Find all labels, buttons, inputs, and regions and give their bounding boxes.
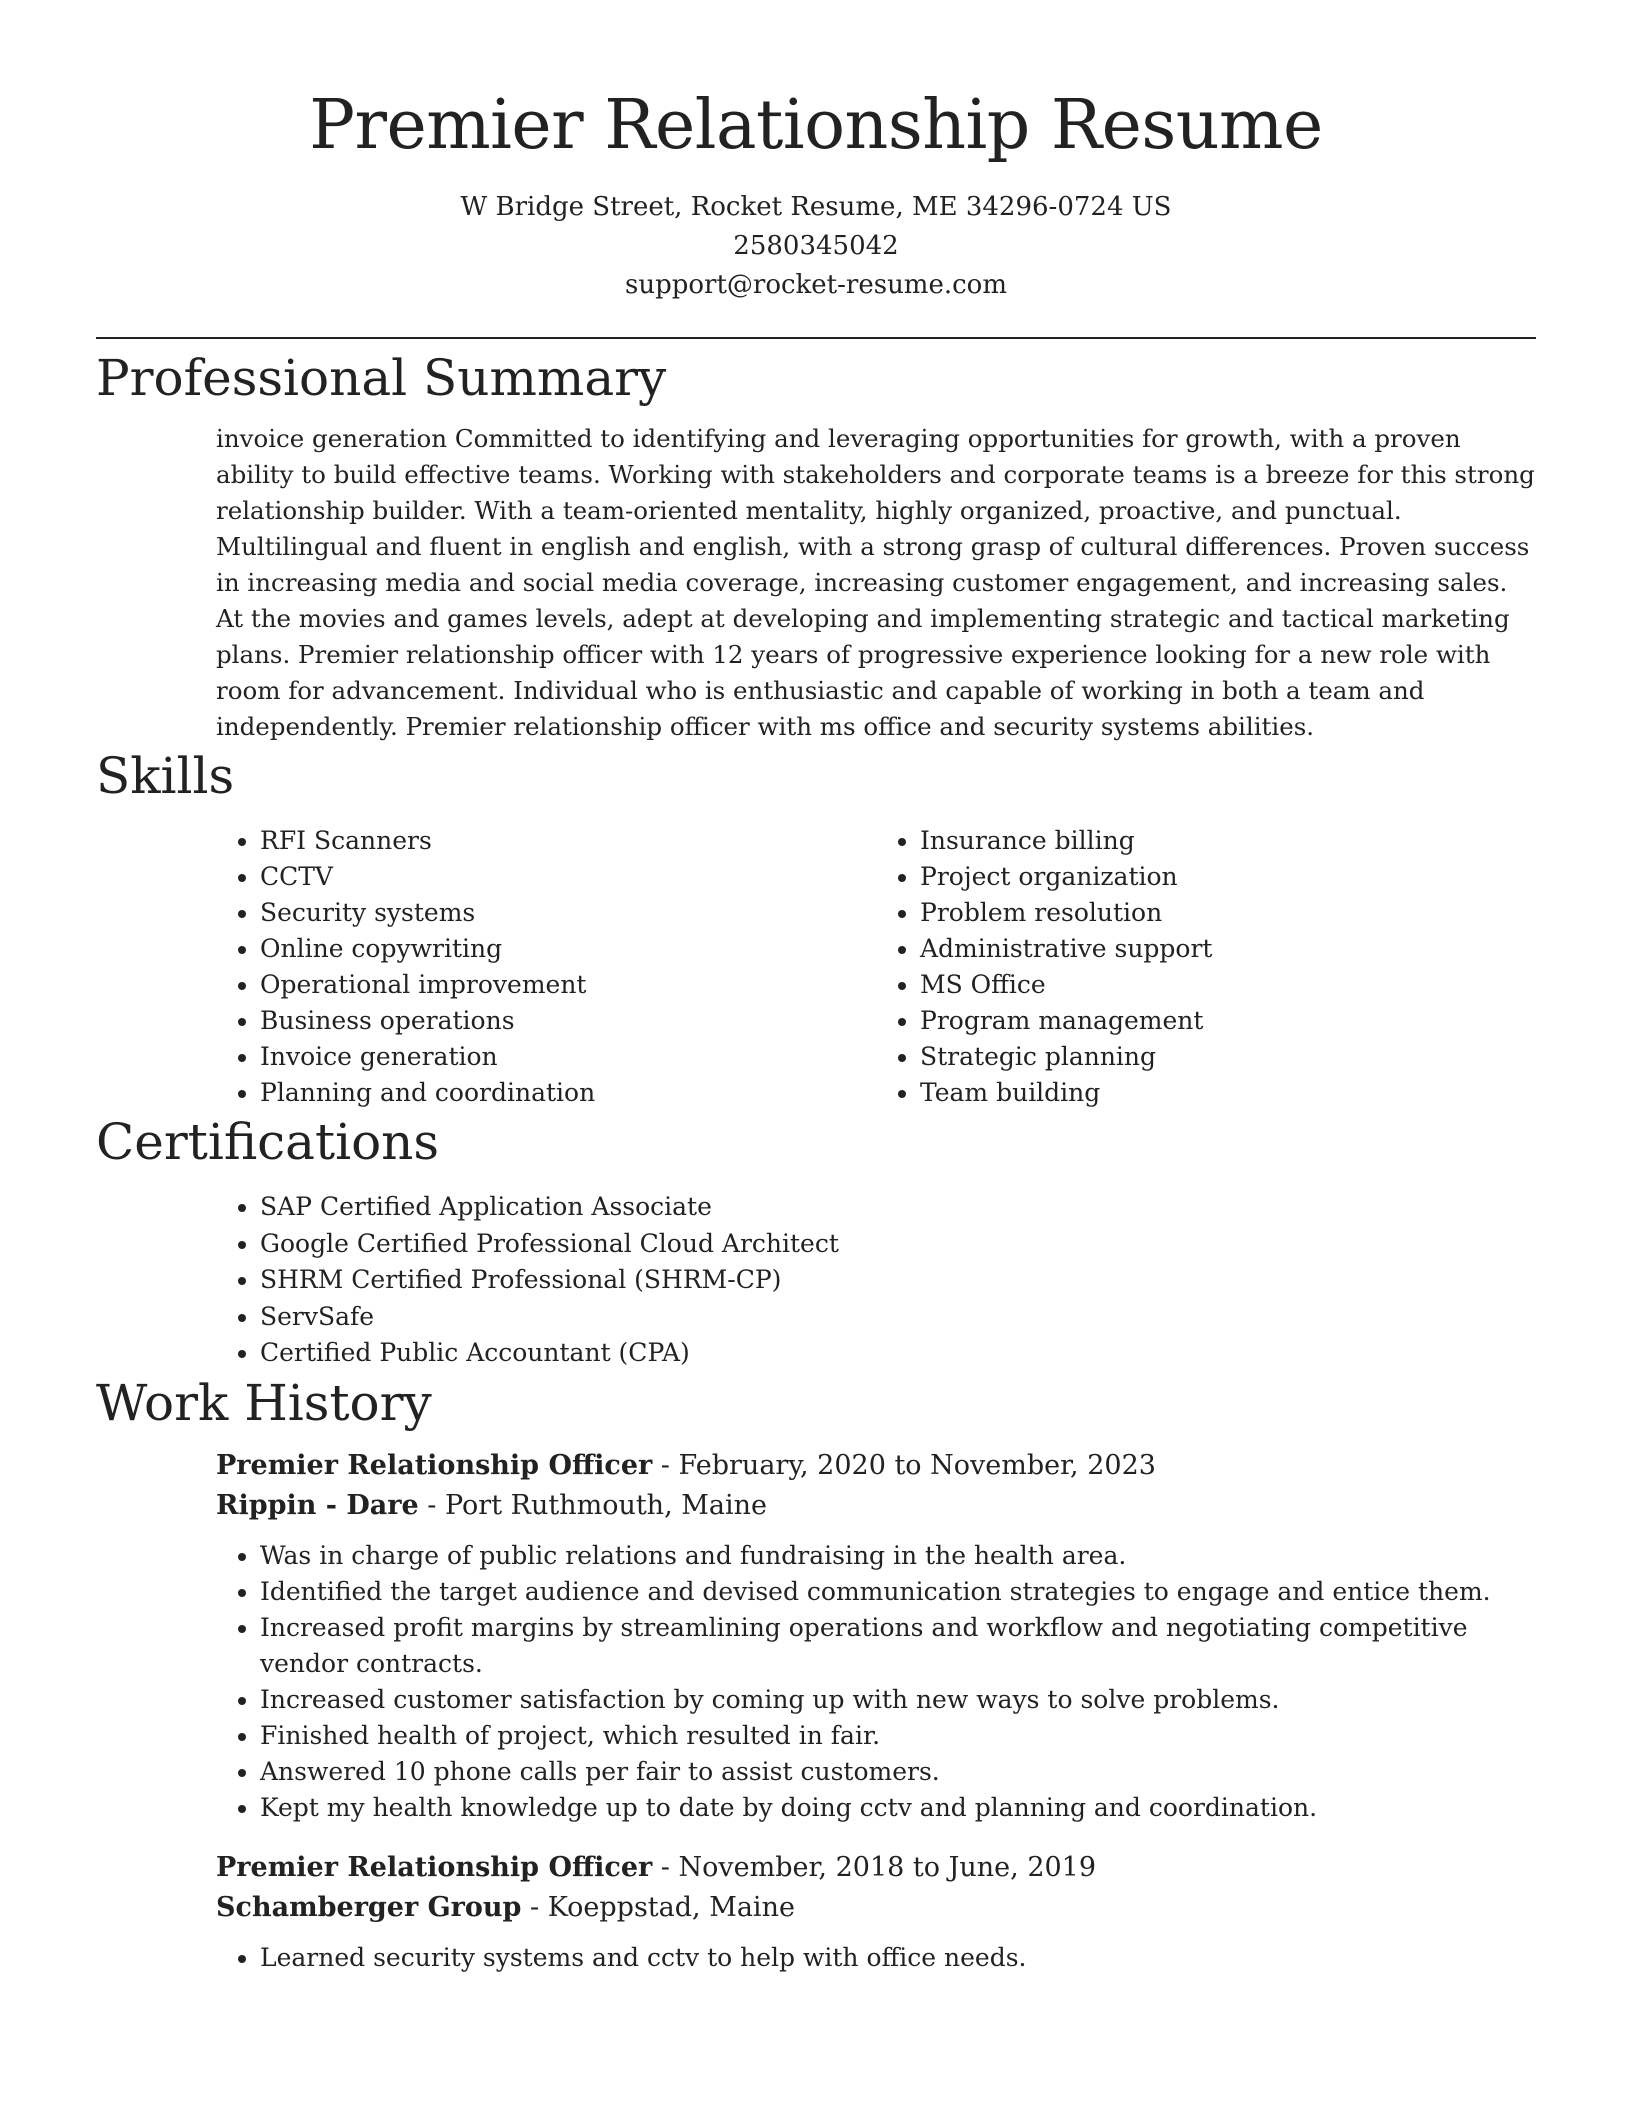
job-company: Schamberger Group xyxy=(216,1891,522,1923)
job-title-line xyxy=(216,1446,1536,1486)
phone: 2580345042 xyxy=(733,231,899,261)
skill-item: • Planning and coordination xyxy=(260,1075,876,1111)
email: support@rocket-resume.com xyxy=(624,270,1007,300)
job-bullet: • Kept my health knowledge up to date by doing cctv and planning and coordination. xyxy=(260,1790,1536,1826)
job-company-line xyxy=(216,1486,1536,1526)
job-company: Rippin - Dare xyxy=(216,1489,419,1521)
professional-summary-section xyxy=(96,347,1536,745)
certifications-list xyxy=(216,1189,1536,1372)
certification-item: • SHRM Certified Professional (SHRM-CP) xyxy=(260,1262,1536,1299)
skill-item: • Team building xyxy=(920,1075,1536,1111)
job-bullets xyxy=(216,1940,1536,1976)
job-role: Premier Relationship Officer xyxy=(216,1449,653,1481)
job-bullet: • Increased customer satisfaction by coming up with new ways to solve problems. xyxy=(260,1682,1536,1718)
skill-item: • RFI Scanners xyxy=(260,823,876,859)
skill-item: • Operational improvement xyxy=(260,967,876,1003)
contact-block xyxy=(96,188,1536,305)
skills-column-right xyxy=(876,823,1536,1111)
job-bullet: • Answered 10 phone calls per fair to assist customers. xyxy=(260,1754,1536,1790)
job-location: - Port Ruthmouth, Maine xyxy=(418,1489,767,1521)
section-title-work-history: Work History xyxy=(96,1373,432,1432)
header-divider xyxy=(96,337,1536,339)
job-entry xyxy=(216,1848,1536,1976)
job-bullets xyxy=(216,1538,1536,1826)
address: W Bridge Street, Rocket Resume, ME 34296-0724 US xyxy=(460,192,1172,222)
section-title-certifications: Certifications xyxy=(96,1113,440,1171)
skill-item: • Strategic planning xyxy=(920,1039,1536,1075)
skill-item: • Administrative support xyxy=(920,931,1536,967)
resume-header xyxy=(96,0,1536,305)
skill-item: • Security systems xyxy=(260,895,876,931)
certification-item: • SAP Certified Application Associate xyxy=(260,1189,1536,1226)
skills-grid xyxy=(216,823,1536,1111)
job-role: Premier Relationship Officer xyxy=(216,1851,653,1883)
skills-column-left xyxy=(216,823,876,1111)
work-history-section xyxy=(96,1372,1536,1976)
skill-item: • Invoice generation xyxy=(260,1039,876,1075)
skill-item: • Business operations xyxy=(260,1003,876,1039)
resume-page xyxy=(96,0,1536,1976)
job-entry xyxy=(216,1446,1536,1826)
skill-item: • Program management xyxy=(920,1003,1536,1039)
certifications-section xyxy=(96,1111,1536,1372)
section-title-skills: Skills xyxy=(96,747,235,805)
job-bullet: • Identified the target audience and devised communication strategies to engage and entice them. xyxy=(260,1574,1536,1610)
certification-item: • Certified Public Accountant (CPA) xyxy=(260,1335,1536,1372)
job-bullet: • Learned security systems and cctv to help with office needs. xyxy=(260,1940,1536,1976)
job-dates: - February, 2020 to November, 2023 xyxy=(652,1449,1156,1481)
job-company-line xyxy=(216,1888,1536,1928)
summary-text: invoice generation Committed to identifying and leveraging opportunities for growth, with a proven ability to build effective teams. Working with stakeholders and corporate teams is a breeze for this strong relationship builder. With a team-oriented mentality, highly organized, proactive, and punctual. Multilingual and fluent in english and english, with a strong grasp of cultural differences. Proven success in increasing media and social media coverage, increasing customer engagement, and increasing sales. At the movies and games levels, adept at developing and implementing strategic and tactical marketing plans. Premier relationship officer with 12 years of progressive experience looking for a new role with room for advancement. Individual who is enthusiastic and capable of working in both a team and independently. Premier relationship officer with ms office and security systems abilities. xyxy=(216,424,1535,741)
skill-item: • Online copywriting xyxy=(260,931,876,967)
skill-item: • Insurance billing xyxy=(920,823,1536,859)
skills-section xyxy=(96,745,1536,1111)
certification-item: • ServSafe xyxy=(260,1299,1536,1336)
section-title-summary: Professional Summary xyxy=(96,349,667,407)
resume-name: Premier Relationship Resume xyxy=(309,86,1323,165)
job-bullet: • Was in charge of public relations and fundraising in the health area. xyxy=(260,1538,1536,1574)
skill-item: • Problem resolution xyxy=(920,895,1536,931)
job-title-line xyxy=(216,1848,1536,1888)
skill-item: • CCTV xyxy=(260,859,876,895)
job-bullet: • Finished health of project, which resulted in fair. xyxy=(260,1718,1536,1754)
job-location: - Koeppstad, Maine xyxy=(521,1891,795,1923)
skill-item: • Project organization xyxy=(920,859,1536,895)
skill-item: • MS Office xyxy=(920,967,1536,1003)
certification-item: • Google Certified Professional Cloud Architect xyxy=(260,1226,1536,1263)
job-dates: - November, 2018 to June, 2019 xyxy=(652,1851,1097,1883)
job-bullet: • Increased profit margins by streamlining operations and workflow and negotiating competitive vendor contracts. xyxy=(260,1610,1536,1682)
